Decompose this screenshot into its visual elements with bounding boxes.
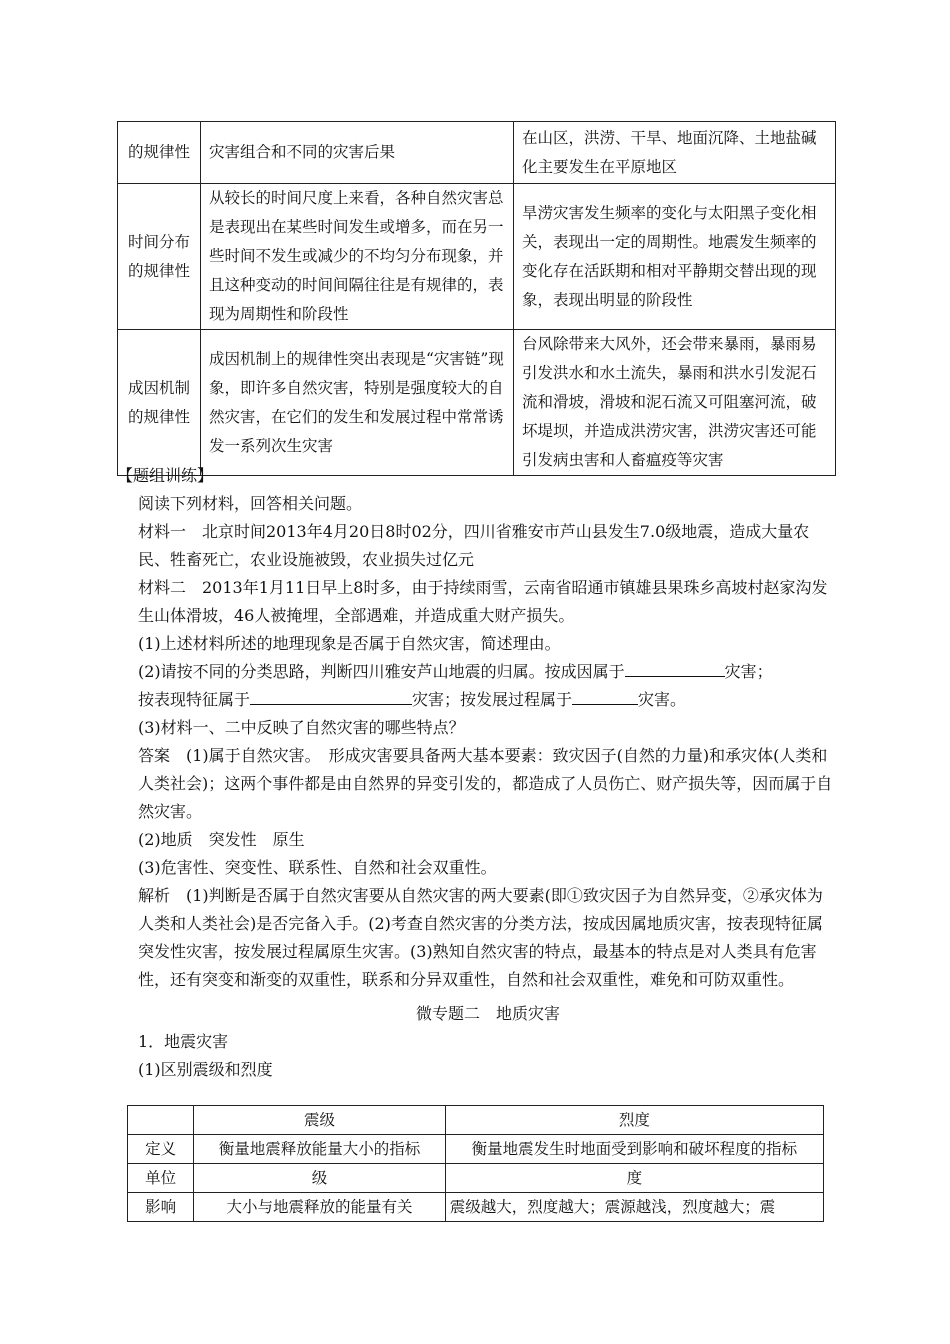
question-3: (3)材料一、二中反映了自然灾害的哪些特点？	[138, 718, 465, 737]
table-cell: 级	[194, 1164, 445, 1193]
magnitude-intensity-table	[127, 1105, 824, 1222]
table-cell: 从较长的时间尺度上来看，各种自然灾害总是表现出在某些时间发生或增多，而在另一些时间不发生或减少的不均匀分布现象，并且这种变动的时间间隔往往是有规律的，表现为周期性和阶段性	[201, 184, 514, 330]
question-2	[138, 658, 838, 714]
answer-blank[interactable]	[250, 686, 412, 705]
table-cell: 衡量地震发生时地面受到影响和破坏程度的指标	[445, 1135, 823, 1164]
exercise-body	[138, 490, 838, 1084]
table-header-cell: 震级	[194, 1106, 445, 1135]
section-heading-2: (1)区别震级和烈度	[138, 1060, 273, 1079]
table-row	[128, 1135, 824, 1164]
table-cell: 影响	[128, 1193, 194, 1222]
table-cell: 旱涝灾害发生频率的变化与太阳黑子变化相关，表现出一定的周期性。地震发生频率的变化存在活跃期和相对平静期交替出现的现象，表现出明显的阶段性	[514, 184, 836, 330]
question-2-part-b: 灾害；	[724, 662, 773, 681]
section-heading-1: 1．地震灾害	[138, 1032, 229, 1051]
table-row	[128, 1106, 824, 1135]
table-cell: 的规律性	[118, 122, 201, 184]
table-header-cell: 烈度	[445, 1106, 823, 1135]
answer-3: (3)危害性、突变性、联系性、自然和社会双重性。	[138, 858, 497, 877]
question-1: (1)上述材料所述的地理现象是否属于自然灾害，简述理由。	[138, 634, 561, 653]
table-cell: 震级越大，烈度越大；震源越浅，烈度越大；震	[445, 1193, 823, 1222]
question-2-part-c: 按表现特征属于	[138, 690, 251, 709]
section-title: 微专题二 地质灾害	[415, 1004, 560, 1023]
exercise-section	[117, 462, 847, 490]
answer-blank[interactable]	[572, 686, 638, 705]
table-row	[118, 184, 836, 330]
question-2-part-e: 灾害。	[638, 690, 687, 709]
table-cell: 在山区，洪涝、干旱、地面沉降、土地盐碱化主要发生在平原地区	[514, 122, 836, 184]
table-cell: 成因机制上的规律性突出表现是“灾害链”现象，即许多自然灾害，特别是强度较大的自然灾害，在它们的发生和发展过程中常常诱发一系列次生灾害	[201, 330, 514, 476]
table-row	[128, 1164, 824, 1193]
disaster-pattern-table	[117, 121, 836, 476]
table-row	[118, 330, 836, 476]
analysis: 解析 (1)判断是否属于自然灾害要从自然灾害的两大要素(即①致灾因子为自然异变，②承灾体为人类和人类社会)是否完备入手。(2)考查自然灾害的分类方法，按成因属地质灾害，按表现特征属突发性灾害，按发展过程属原生灾害。(3)熟知自然灾害的特点，最基本的特点是对人类具有危害性，还有突变和渐变的双重性，联系和分异双重性，自然和社会双重性，难免和可防双重性。	[138, 886, 823, 989]
table-row	[118, 122, 836, 184]
table-cell: 灾害组合和不同的灾害后果	[201, 122, 514, 184]
table-cell: 定义	[128, 1135, 194, 1164]
answer-2: (2)地质 突发性 原生	[138, 830, 305, 849]
table-cell: 大小与地震释放的能量有关	[194, 1193, 445, 1222]
table-cell: 单位	[128, 1164, 194, 1193]
question-2-part-a: (2)请按不同的分类思路，判断四川雅安芦山地震的归属。按成因属于	[138, 662, 625, 681]
material-two: 材料二 2013年1月11日早上8时多，由于持续雨雪，云南省昭通市镇雄县果珠乡高坡村赵家沟发生山体滑坡，46人被掩埋，全部遇难，并造成重大财产损失。	[138, 578, 828, 625]
table-cell: 度	[445, 1164, 823, 1193]
table-cell: 成因机制的规律性	[118, 330, 201, 476]
table-cell: 时间分布的规律性	[118, 184, 201, 330]
table-cell: 台风除带来大风外，还会带来暴雨，暴雨易引发洪水和水土流失，暴雨和洪水引发泥石流和滑坡，滑坡和泥石流又可阻塞河流，破坏堤坝，并造成洪涝灾害，洪涝灾害还可能引发病虫害和人畜瘟疫等灾害	[514, 330, 836, 476]
material-one: 材料一 北京时间2013年4月20日8时02分，四川省雅安市芦山县发生7.0级地震，造成大量农民、牲畜死亡，农业设施被毁，农业损失过亿元	[138, 522, 810, 569]
question-2-part-d: 灾害；按发展过程属于	[412, 690, 573, 709]
answer-1: 答案 (1)属于自然灾害。 形成灾害要具备两大基本要素：致灾因子(自然的力量)和承灾体(人类和人类社会)；这两个事件都是由自然界的异变引发的，都造成了人员伤亡、财产损失等，因而属于自然灾害。	[138, 746, 833, 821]
table-row	[128, 1193, 824, 1222]
exercise-heading: 【题组训练】	[117, 466, 214, 485]
table-cell: 衡量地震释放能量大小的指标	[194, 1135, 445, 1164]
table-header-cell	[128, 1106, 194, 1135]
answer-blank[interactable]	[625, 658, 725, 677]
exercise-intro: 阅读下列材料，回答相关问题。	[138, 494, 363, 513]
